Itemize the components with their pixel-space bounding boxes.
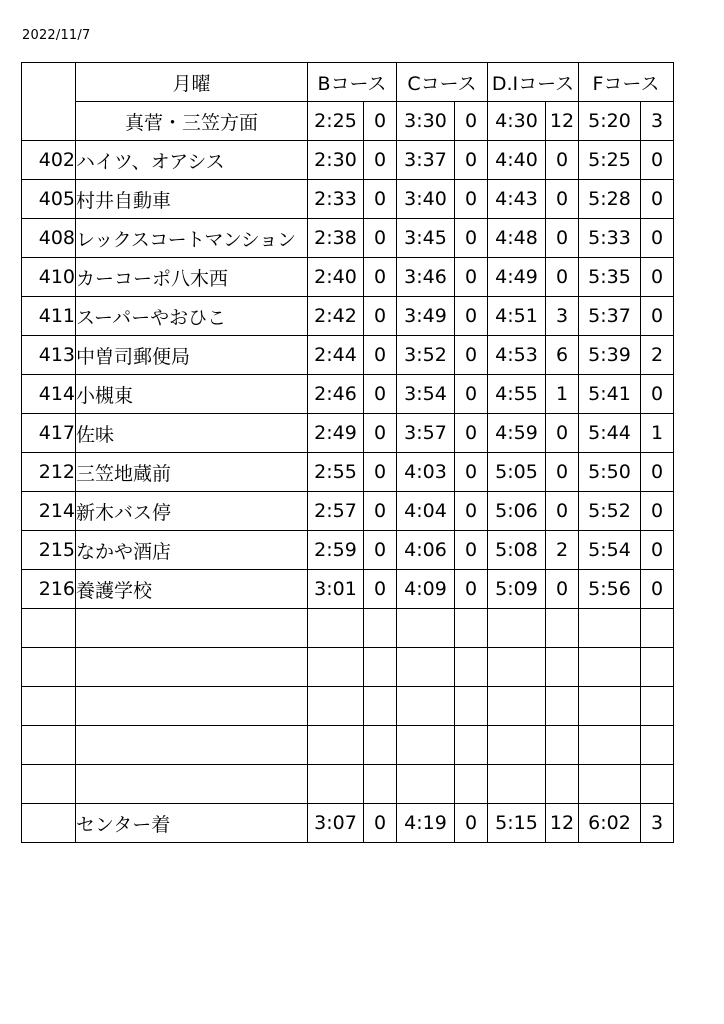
time-di: 5:06 [488, 492, 546, 531]
empty-cell [364, 765, 397, 804]
time-di: 5:09 [488, 570, 546, 609]
time-f: 5:41 [579, 375, 641, 414]
empty-cell [546, 648, 579, 687]
empty-row [22, 687, 674, 726]
empty-cell [579, 648, 641, 687]
empty-cell [397, 648, 455, 687]
time-f: 5:25 [579, 141, 641, 180]
table-row [22, 297, 674, 336]
arrival-time-b: 3:07 [308, 804, 364, 843]
course-f-header: Fコース [579, 63, 674, 102]
empty-cell [308, 687, 364, 726]
time-c: 4:09 [397, 570, 455, 609]
table-row [22, 180, 674, 219]
stop-name: レックスコートマンション [76, 219, 308, 258]
empty-cell [546, 765, 579, 804]
start-time-c: 3:30 [397, 102, 455, 141]
start-count-c: 0 [455, 102, 488, 141]
time-di: 4:59 [488, 414, 546, 453]
table-row [22, 258, 674, 297]
time-b: 2:33 [308, 180, 364, 219]
arrival-count-b: 0 [364, 804, 397, 843]
time-b: 2:30 [308, 141, 364, 180]
stop-name: 新木バス停 [76, 492, 308, 531]
stop-name: 小槻東 [76, 375, 308, 414]
empty-row [22, 609, 674, 648]
count-b: 0 [364, 453, 397, 492]
empty-cell [546, 726, 579, 765]
empty-cell [397, 726, 455, 765]
time-di: 4:43 [488, 180, 546, 219]
start-time-f: 5:20 [579, 102, 641, 141]
time-c: 3:37 [397, 141, 455, 180]
empty-cell [455, 765, 488, 804]
count-c: 0 [455, 297, 488, 336]
count-di: 1 [546, 375, 579, 414]
time-f: 5:44 [579, 414, 641, 453]
count-f: 0 [641, 297, 674, 336]
count-c: 0 [455, 180, 488, 219]
stop-name: スーパーやおひこ [76, 297, 308, 336]
empty-cell [364, 648, 397, 687]
stop-code: 411 [22, 297, 76, 336]
empty-cell [76, 648, 308, 687]
course-c-header: Cコース [397, 63, 488, 102]
empty-cell [76, 726, 308, 765]
empty-cell [397, 765, 455, 804]
count-di: 0 [546, 492, 579, 531]
empty-cell [397, 609, 455, 648]
count-c: 0 [455, 141, 488, 180]
start-count-b: 0 [364, 102, 397, 141]
count-di: 0 [546, 453, 579, 492]
time-b: 3:01 [308, 570, 364, 609]
empty-cell [308, 648, 364, 687]
empty-cell [22, 687, 76, 726]
time-b: 2:59 [308, 531, 364, 570]
empty-cell [364, 726, 397, 765]
empty-cell [308, 765, 364, 804]
count-b: 0 [364, 297, 397, 336]
table-row [22, 219, 674, 258]
empty-cell [76, 609, 308, 648]
count-di: 0 [546, 258, 579, 297]
time-c: 4:04 [397, 492, 455, 531]
time-c: 3:49 [397, 297, 455, 336]
count-b: 0 [364, 531, 397, 570]
time-b: 2:55 [308, 453, 364, 492]
time-f: 5:52 [579, 492, 641, 531]
count-c: 0 [455, 531, 488, 570]
count-c: 0 [455, 453, 488, 492]
arrival-time-di: 5:15 [488, 804, 546, 843]
table-row [22, 531, 674, 570]
course-di-header: D.Iコース [488, 63, 579, 102]
empty-cell [488, 687, 546, 726]
count-b: 0 [364, 375, 397, 414]
arrival-code-cell [22, 804, 76, 843]
count-f: 0 [641, 375, 674, 414]
empty-cell [641, 648, 674, 687]
time-di: 4:48 [488, 219, 546, 258]
count-c: 0 [455, 219, 488, 258]
arrival-count-f: 3 [641, 804, 674, 843]
count-c: 0 [455, 336, 488, 375]
stop-name: 佐味 [76, 414, 308, 453]
time-c: 3:46 [397, 258, 455, 297]
empty-cell [22, 726, 76, 765]
course-b-header: Bコース [308, 63, 397, 102]
time-f: 5:39 [579, 336, 641, 375]
table-row [22, 414, 674, 453]
empty-cell [641, 765, 674, 804]
time-di: 4:55 [488, 375, 546, 414]
empty-cell [76, 765, 308, 804]
count-di: 0 [546, 570, 579, 609]
table-row [22, 453, 674, 492]
empty-cell [488, 609, 546, 648]
time-di: 4:49 [488, 258, 546, 297]
empty-cell [364, 609, 397, 648]
time-c: 3:57 [397, 414, 455, 453]
empty-cell [579, 765, 641, 804]
empty-cell [641, 687, 674, 726]
empty-cell [488, 648, 546, 687]
empty-cell [364, 687, 397, 726]
time-b: 2:57 [308, 492, 364, 531]
time-f: 5:33 [579, 219, 641, 258]
empty-cell [488, 726, 546, 765]
count-c: 0 [455, 258, 488, 297]
count-di: 0 [546, 180, 579, 219]
stop-code: 408 [22, 219, 76, 258]
empty-row [22, 648, 674, 687]
empty-cell [579, 687, 641, 726]
start-count-di: 12 [546, 102, 579, 141]
count-b: 0 [364, 219, 397, 258]
count-b: 0 [364, 258, 397, 297]
empty-cell [488, 765, 546, 804]
stop-name: 養護学校 [76, 570, 308, 609]
table-row [22, 375, 674, 414]
time-b: 2:49 [308, 414, 364, 453]
table-row [22, 336, 674, 375]
count-b: 0 [364, 180, 397, 219]
count-b: 0 [364, 336, 397, 375]
direction-row [22, 102, 674, 141]
time-b: 2:42 [308, 297, 364, 336]
time-di: 5:08 [488, 531, 546, 570]
stop-code: 214 [22, 492, 76, 531]
time-c: 3:40 [397, 180, 455, 219]
count-di: 0 [546, 141, 579, 180]
count-di: 2 [546, 531, 579, 570]
count-b: 0 [364, 492, 397, 531]
stop-code: 215 [22, 531, 76, 570]
count-c: 0 [455, 570, 488, 609]
arrival-row [22, 804, 674, 843]
arrival-time-c: 4:19 [397, 804, 455, 843]
count-f: 0 [641, 531, 674, 570]
count-di: 0 [546, 219, 579, 258]
count-f: 0 [641, 219, 674, 258]
time-c: 4:06 [397, 531, 455, 570]
time-b: 2:40 [308, 258, 364, 297]
start-time-di: 4:30 [488, 102, 546, 141]
time-f: 5:56 [579, 570, 641, 609]
table-row [22, 141, 674, 180]
schedule-table [21, 62, 674, 843]
empty-cell [641, 609, 674, 648]
empty-cell [641, 726, 674, 765]
time-di: 5:05 [488, 453, 546, 492]
start-time-b: 2:25 [308, 102, 364, 141]
stop-code: 405 [22, 180, 76, 219]
time-f: 5:37 [579, 297, 641, 336]
day-label: 月曜 [76, 63, 308, 102]
count-f: 0 [641, 141, 674, 180]
count-b: 0 [364, 141, 397, 180]
empty-cell [397, 687, 455, 726]
empty-cell [455, 726, 488, 765]
time-di: 4:51 [488, 297, 546, 336]
count-f: 0 [641, 258, 674, 297]
empty-cell [22, 765, 76, 804]
empty-cell [455, 648, 488, 687]
time-f: 5:54 [579, 531, 641, 570]
arrival-time-f: 6:02 [579, 804, 641, 843]
table-row [22, 570, 674, 609]
stop-name: 三笠地蔵前 [76, 453, 308, 492]
time-di: 4:53 [488, 336, 546, 375]
count-c: 0 [455, 492, 488, 531]
header-row [22, 63, 674, 102]
time-b: 2:38 [308, 219, 364, 258]
empty-cell [455, 687, 488, 726]
empty-cell [546, 609, 579, 648]
arrival-count-di: 12 [546, 804, 579, 843]
count-di: 0 [546, 414, 579, 453]
count-f: 2 [641, 336, 674, 375]
arrival-label: センター着 [76, 804, 308, 843]
count-b: 0 [364, 414, 397, 453]
empty-cell [546, 687, 579, 726]
start-count-f: 3 [641, 102, 674, 141]
time-b: 2:44 [308, 336, 364, 375]
time-f: 5:28 [579, 180, 641, 219]
empty-row [22, 765, 674, 804]
corner-cell [22, 63, 76, 141]
empty-cell [22, 609, 76, 648]
table-row [22, 492, 674, 531]
count-di: 3 [546, 297, 579, 336]
count-c: 0 [455, 375, 488, 414]
stop-name: ハイツ、オアシス [76, 141, 308, 180]
stop-code: 413 [22, 336, 76, 375]
empty-row [22, 726, 674, 765]
direction-label: 真菅・三笠方面 [76, 102, 308, 141]
stop-code: 417 [22, 414, 76, 453]
report-date: 2022/11/7 [22, 28, 91, 43]
stop-code: 410 [22, 258, 76, 297]
empty-cell [455, 609, 488, 648]
time-b: 2:46 [308, 375, 364, 414]
stop-code: 216 [22, 570, 76, 609]
stop-code: 212 [22, 453, 76, 492]
time-di: 4:40 [488, 141, 546, 180]
count-b: 0 [364, 570, 397, 609]
empty-cell [308, 609, 364, 648]
empty-cell [308, 726, 364, 765]
time-c: 3:54 [397, 375, 455, 414]
time-c: 3:45 [397, 219, 455, 258]
count-f: 0 [641, 492, 674, 531]
count-f: 0 [641, 570, 674, 609]
stop-code: 402 [22, 141, 76, 180]
count-c: 0 [455, 414, 488, 453]
time-f: 5:50 [579, 453, 641, 492]
time-c: 3:52 [397, 336, 455, 375]
count-f: 1 [641, 414, 674, 453]
stop-name: 中曽司郵便局 [76, 336, 308, 375]
count-di: 6 [546, 336, 579, 375]
empty-cell [579, 609, 641, 648]
time-c: 4:03 [397, 453, 455, 492]
empty-cell [76, 687, 308, 726]
stop-name: なかや酒店 [76, 531, 308, 570]
count-f: 0 [641, 453, 674, 492]
arrival-count-c: 0 [455, 804, 488, 843]
stop-name: カーコーポ八木西 [76, 258, 308, 297]
count-f: 0 [641, 180, 674, 219]
empty-cell [22, 648, 76, 687]
time-f: 5:35 [579, 258, 641, 297]
stop-code: 414 [22, 375, 76, 414]
empty-cell [579, 726, 641, 765]
stop-name: 村井自動車 [76, 180, 308, 219]
